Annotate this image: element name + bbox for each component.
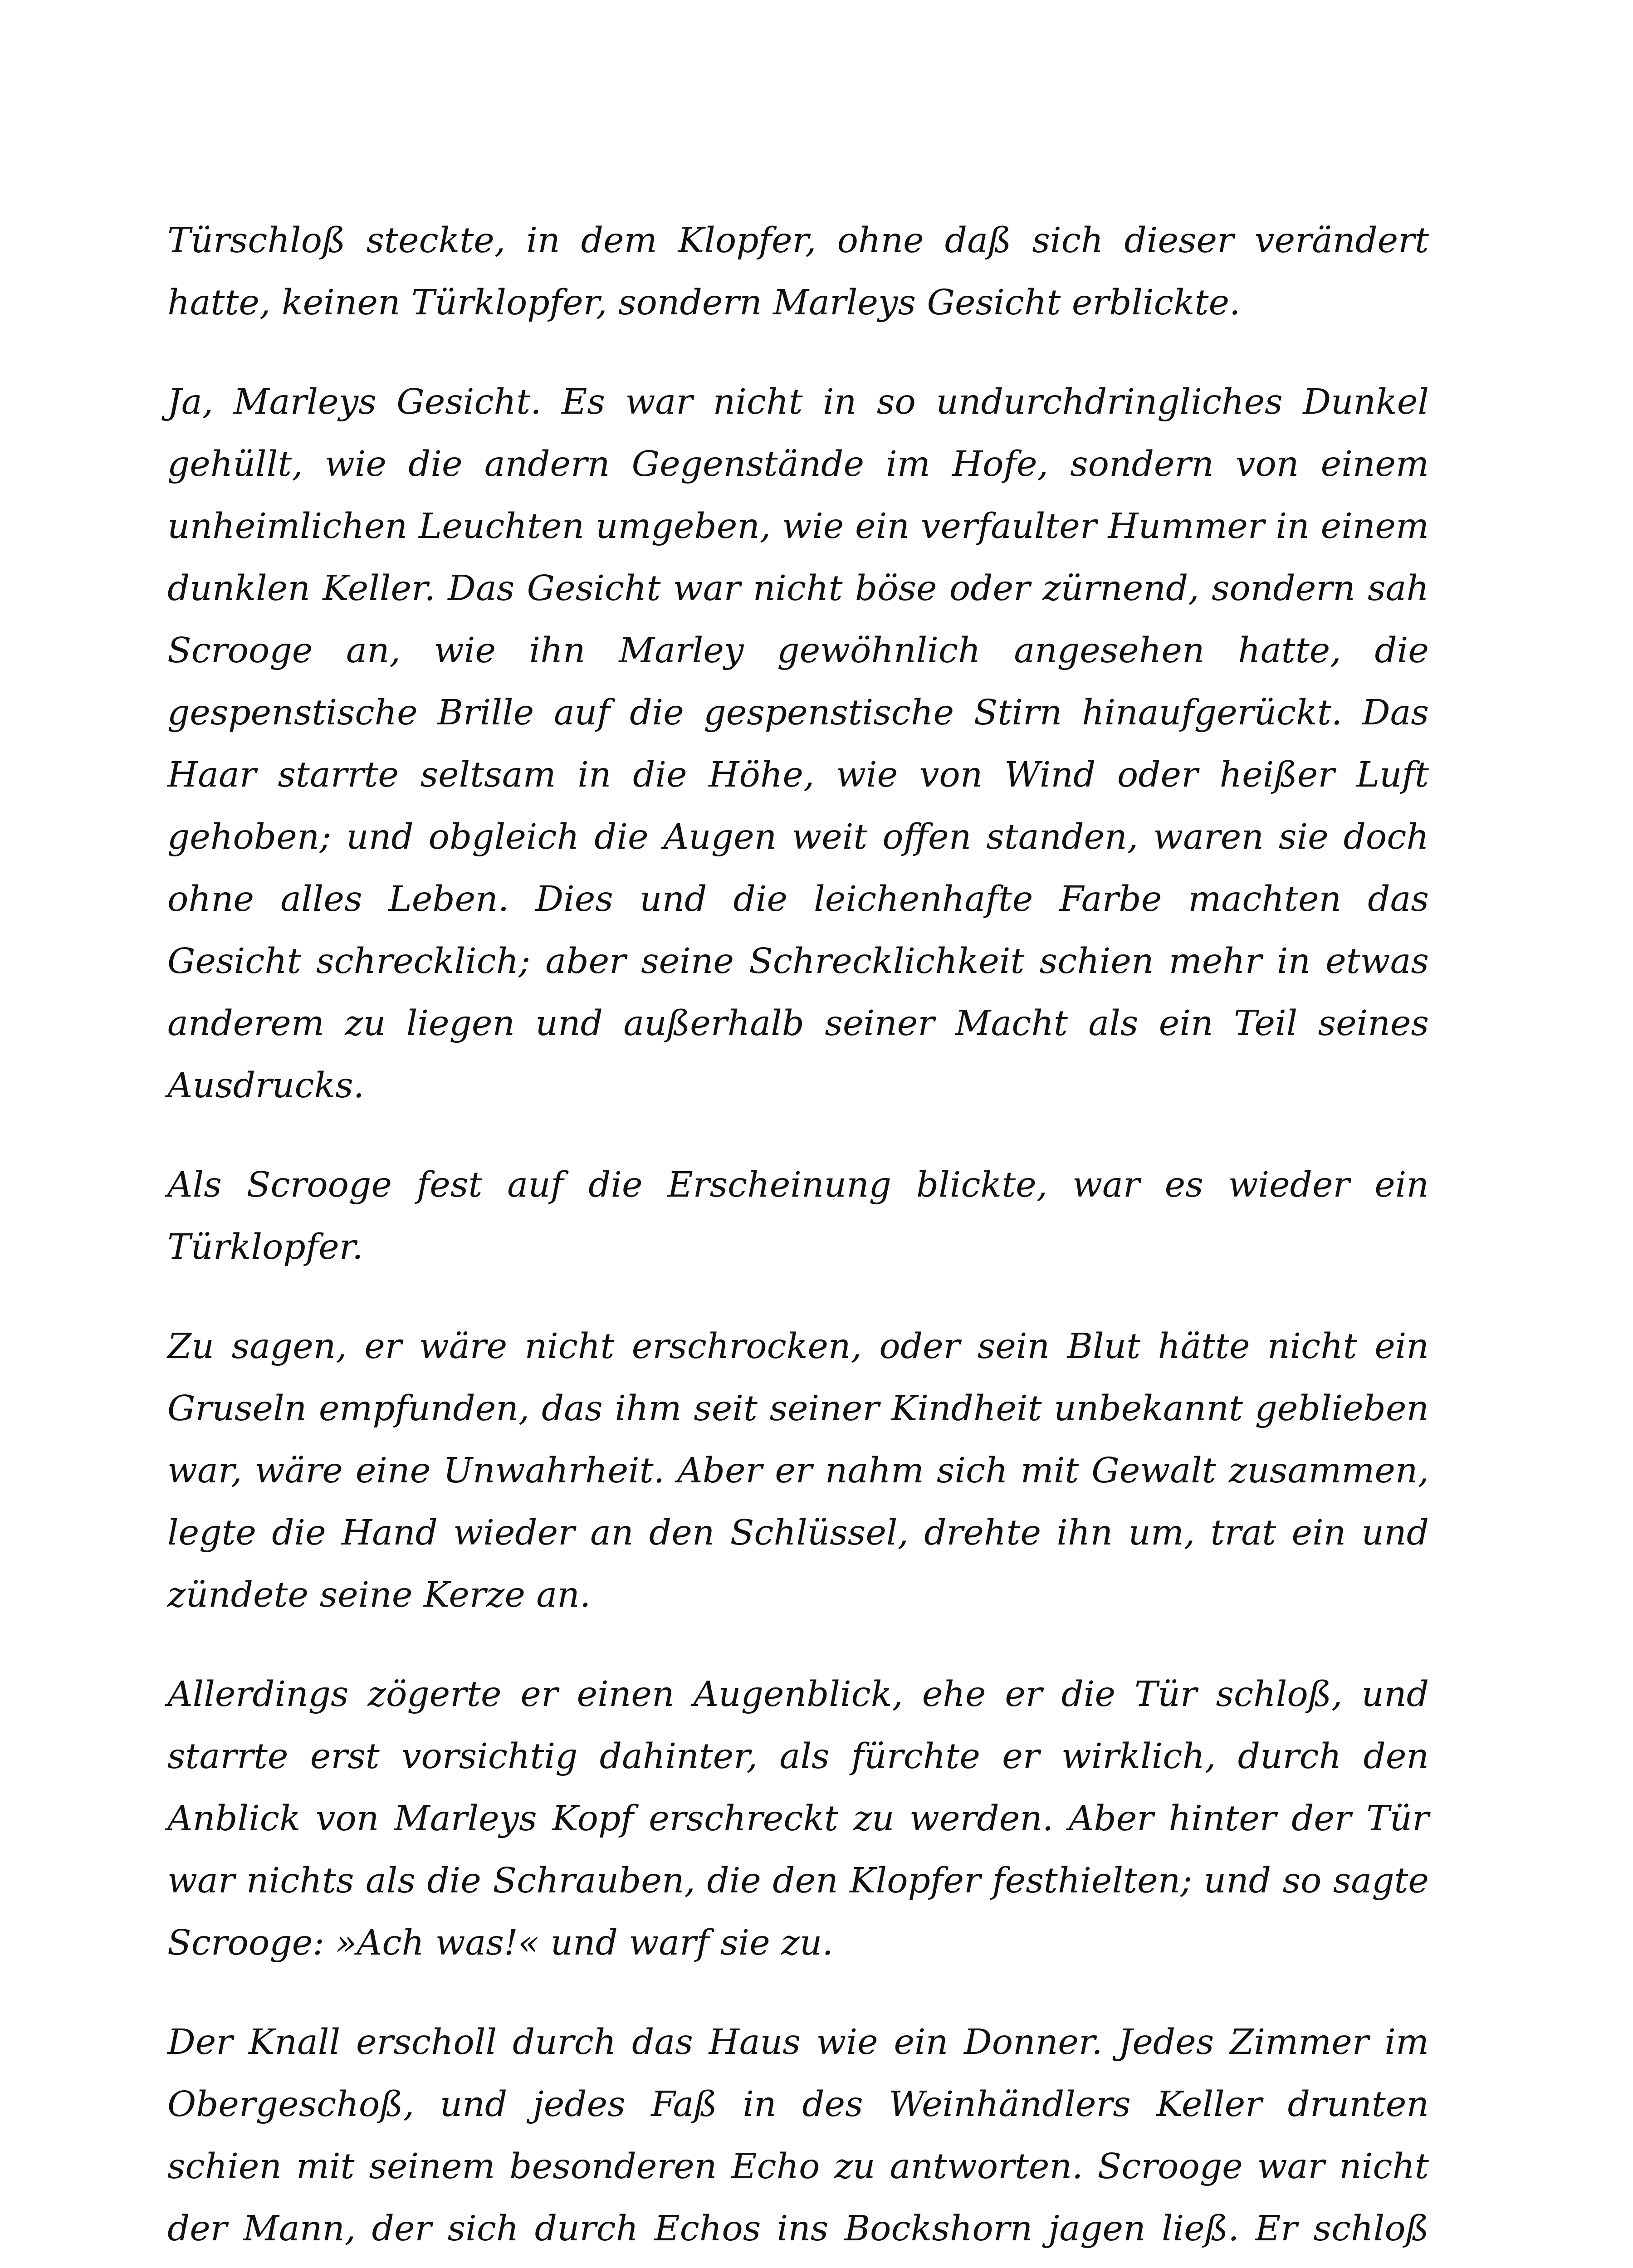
paragraph: Der Knall erscholl durch das Haus wie ein Donner. Jedes Zimmer im Obergeschoß, und jedes Faß in des Weinhändlers Keller drunten schien mit seinem besonderen Echo zu antworten. Scrooge war nicht der Mann, der sich durch Echos ins Bockshorn jagen ließ. Er schloß — [167, 2022, 1429, 2249]
body-text — [167, 210, 1429, 2268]
paragraph: Ja, Marleys Gesicht. Es war nicht in so undurchdringliches Dunkel gehüllt, wie die andern Gegenstände im Hofe, sondern von einem unheimlichen Leuchten umgeben, wie ein verfaulter Hummer in einem dunklen Keller. Das Gesicht war nicht böse oder zürnend, sondern sah Scrooge an, wie ihn Marley gewöhnlich angesehen hatte, die gespenstische Brille auf die gespenstische Stirn hinaufgerückt. Das Haar starrte seltsam in die Höhe, wie von Wind oder heißer Luft gehoben; und obgleich die Augen weit offen standen, waren sie doch ohne alles Leben. Dies und die leichenhafte Farbe machten das Gesicht schrecklich; aber seine Schrecklichkeit schien mehr in etwas anderem zu liegen und außerhalb seiner Macht als ein Teil seines Ausdrucks. — [167, 382, 1429, 1106]
paragraph: Zu sagen, er wäre nicht erschrocken, oder sein Blut hätte nicht ein Gruseln empfunden, das ihm seit seiner Kindheit unbekannt geblieben war, wäre eine Unwahrheit. Aber er nahm sich mit Gewalt zusammen, legte die Hand wieder an den Schlüssel, drehte ihn um, trat ein und zündete seine Kerze an. — [167, 1326, 1429, 1615]
paragraph: Als Scrooge fest auf die Erscheinung blickte, war es wieder ein Türklopfer. — [167, 1165, 1429, 1267]
paragraph: Türschloß steckte, in dem Klopfer, ohne daß sich dieser verändert hatte, keinen Türklopfer, sondern Marleys Gesicht erblickte. — [167, 220, 1429, 323]
paragraph: Allerdings zögerte er einen Augenblick, ehe er die Tür schloß, und starrte erst vorsichtig dahinter, als fürchte er wirklich, durch den Anblick von Marleys Kopf erschreckt zu werden. Aber hinter der Tür war nichts als die Schrauben, die den Klopfer festhielten; und so sagte Scrooge: »Ach was!« und warf sie zu. — [167, 1674, 1429, 1963]
